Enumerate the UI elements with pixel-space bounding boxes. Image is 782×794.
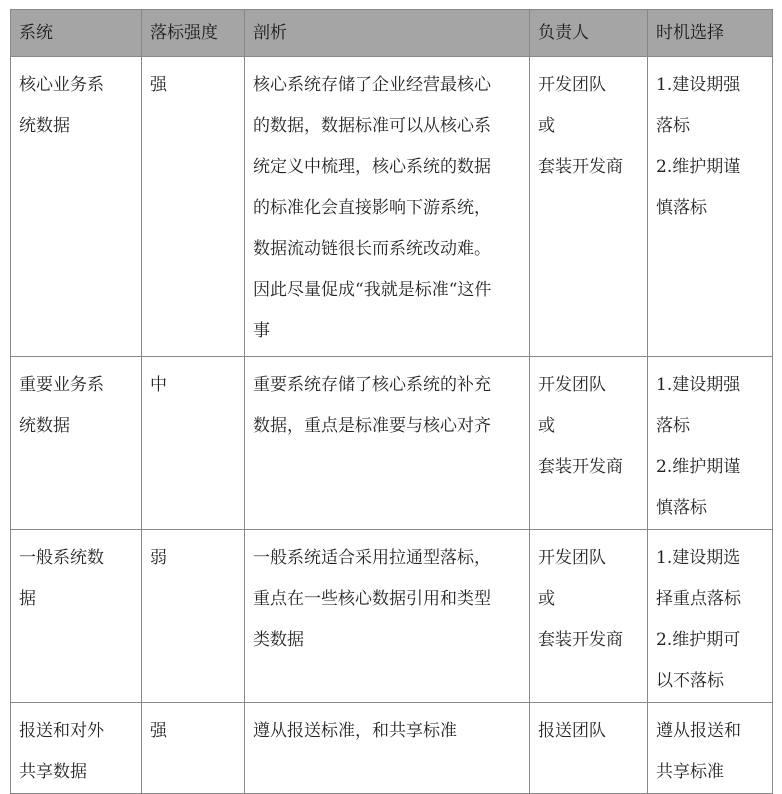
- cell-line: 或: [538, 589, 555, 609]
- cell-timing: [648, 57, 773, 357]
- cell-line: 的标准化会直接影响下游系统，: [253, 198, 491, 218]
- cell-line: 或: [538, 116, 555, 136]
- cell-analysis: [245, 357, 530, 530]
- cell-timing: [648, 703, 773, 794]
- cell-line: 一般系统数: [19, 548, 104, 568]
- cell-line: 报送团队: [538, 721, 606, 741]
- table-row: [11, 57, 773, 357]
- cell-owner: [530, 357, 648, 530]
- header-timing: 时机选择: [648, 10, 773, 57]
- cell-analysis: [245, 57, 530, 357]
- cell-line: 套装开发商: [538, 630, 623, 650]
- cell-line: 报送和对外: [19, 721, 104, 741]
- cell-line: 2.维护期可: [656, 630, 741, 650]
- header-system: 系统: [11, 10, 142, 57]
- cell-line: 开发团队: [538, 375, 606, 395]
- cell-line: 1.建设期强: [656, 375, 741, 395]
- cell-line: 1.建设期强: [656, 75, 741, 95]
- cell-owner: [530, 703, 648, 794]
- cell-line: 遵从报送标准，和共享标准: [253, 721, 457, 741]
- cell-line: 类数据: [253, 630, 304, 650]
- cell-line: 套装开发商: [538, 457, 623, 477]
- cell-timing: [648, 530, 773, 703]
- cell-system: [11, 57, 142, 357]
- cell-analysis: [245, 703, 530, 794]
- cell-system: [11, 357, 142, 530]
- cell-line: 开发团队: [538, 75, 606, 95]
- cell-line: 慎落标: [656, 198, 707, 218]
- cell-owner: [530, 530, 648, 703]
- cell-line: 据: [19, 589, 36, 609]
- cell-line: 1.建设期选: [656, 548, 741, 568]
- cell-line: 开发团队: [538, 548, 606, 568]
- table-row: [11, 530, 773, 703]
- cell-line: 核心业务系: [19, 75, 104, 95]
- cell-line: 强: [150, 721, 167, 741]
- cell-line: 统定义中梳理，核心系统的数据: [253, 157, 491, 177]
- header-analysis: 剖析: [245, 10, 530, 57]
- cell-line: 中: [150, 375, 167, 395]
- cell-line: 重要业务系: [19, 375, 104, 395]
- cell-line: 的数据，数据标准可以从核心系: [253, 116, 491, 136]
- header-strength: 落标强度: [142, 10, 245, 57]
- cell-line: 落标: [656, 416, 690, 436]
- cell-line: 择重点落标: [656, 589, 741, 609]
- cell-analysis: [245, 530, 530, 703]
- header-owner: 负责人: [530, 10, 648, 57]
- cell-system: [11, 703, 142, 794]
- cell-line: 慎落标: [656, 498, 707, 518]
- data-standard-table: [10, 9, 773, 794]
- cell-line: 事: [253, 321, 270, 341]
- cell-line: 统数据: [19, 116, 70, 136]
- table-row: [11, 703, 773, 794]
- cell-line: 或: [538, 416, 555, 436]
- cell-line: 核心系统存储了企业经营最核心: [253, 75, 491, 95]
- cell-strength: [142, 357, 245, 530]
- cell-line: 2.维护期谨: [656, 457, 741, 477]
- cell-line: 重点在一些核心数据引用和类型: [253, 589, 491, 609]
- cell-line: 落标: [656, 116, 690, 136]
- cell-line: 统数据: [19, 416, 70, 436]
- cell-system: [11, 530, 142, 703]
- cell-line: 遵从报送和: [656, 721, 741, 741]
- table-header-row: [11, 10, 773, 57]
- cell-line: 2.维护期谨: [656, 157, 741, 177]
- cell-timing: [648, 357, 773, 530]
- cell-line: 共享标准: [656, 762, 724, 782]
- cell-line: 因此尽量促成“我就是标准“这件: [253, 280, 492, 300]
- cell-line: 一般系统适合采用拉通型落标，: [253, 548, 491, 568]
- cell-strength: [142, 530, 245, 703]
- cell-line: 重要系统存储了核心系统的补充: [253, 375, 491, 395]
- table-row: [11, 357, 773, 530]
- cell-owner: [530, 57, 648, 357]
- cell-strength: [142, 703, 245, 794]
- cell-line: 套装开发商: [538, 157, 623, 177]
- cell-line: 数据，重点是标准要与核心对齐: [253, 416, 491, 436]
- cell-strength: [142, 57, 245, 357]
- cell-line: 强: [150, 75, 167, 95]
- cell-line: 共享数据: [19, 762, 87, 782]
- cell-line: 弱: [150, 548, 167, 568]
- cell-line: 数据流动链很长而系统改动难。: [253, 239, 491, 259]
- cell-line: 以不落标: [656, 671, 724, 691]
